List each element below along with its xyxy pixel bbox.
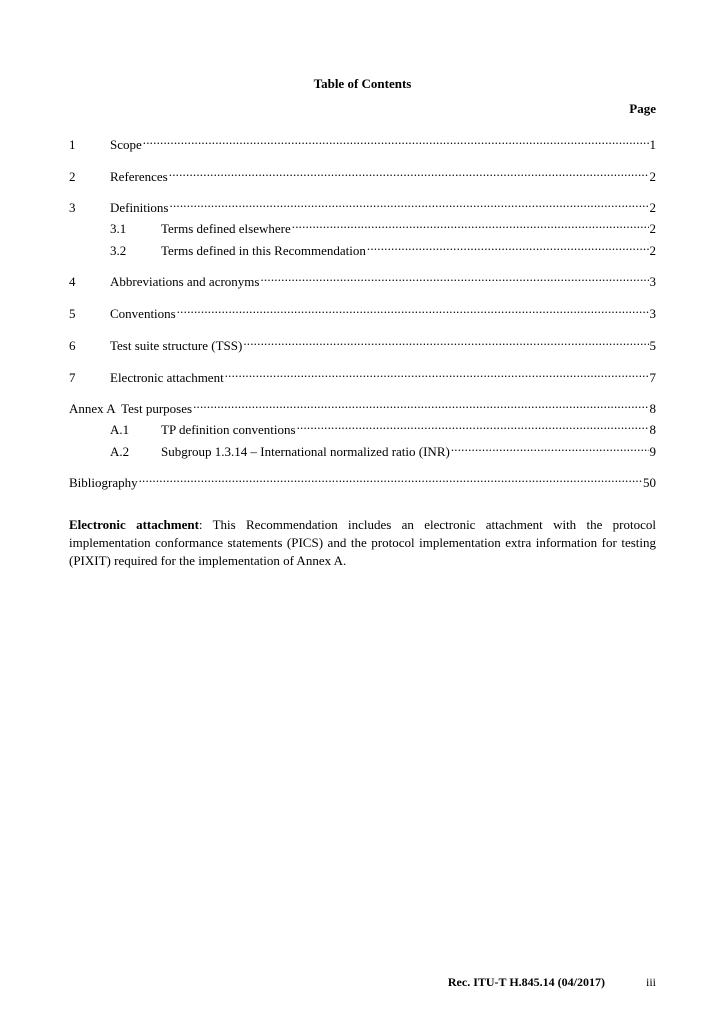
toc-entry-page: 50 xyxy=(643,475,656,490)
toc-entry-label: Scope xyxy=(110,137,142,152)
toc-entry-number: 6 xyxy=(69,338,76,353)
dot-leader xyxy=(292,215,649,233)
toc-subentry[interactable] xyxy=(110,215,656,236)
dot-leader xyxy=(170,194,649,212)
toc-entry-label: Terms defined in this Recommendation xyxy=(161,243,366,258)
dot-leader xyxy=(193,395,648,413)
toc-entry[interactable] xyxy=(69,163,656,184)
toc-entry-page: 3 xyxy=(649,274,656,289)
page-column-header: Page xyxy=(629,101,656,116)
dot-leader xyxy=(139,469,642,487)
toc-entry-label: Conventions xyxy=(110,306,176,321)
footer-page-number: iii xyxy=(645,975,656,989)
toc-entry[interactable] xyxy=(69,194,656,215)
toc-entry-annex[interactable] xyxy=(69,395,656,416)
toc-entry-page: 3 xyxy=(649,306,656,321)
toc-entry-label: Subgroup 1.3.14 – International normalized ratio (INR) xyxy=(161,444,450,459)
toc-entry-page: 2 xyxy=(649,169,656,184)
toc-entry-number: 3.2 xyxy=(110,243,127,258)
footer-recommendation: Rec. ITU-T H.845.14 (04/2017) xyxy=(447,975,605,989)
toc-entry-page: 1 xyxy=(649,137,656,152)
electronic-attachment-note xyxy=(69,516,656,570)
toc-entry[interactable] xyxy=(69,131,656,152)
toc-entry-label: Abbreviations and acronyms xyxy=(110,274,260,289)
toc-entry[interactable] xyxy=(69,332,656,353)
toc-entry-number: 5 xyxy=(69,306,76,321)
dot-leader xyxy=(143,131,649,149)
toc-title: Table of Contents xyxy=(313,76,412,91)
toc-entry-page: 8 xyxy=(649,422,656,437)
toc-entry-label: Test suite structure (TSS) xyxy=(110,338,243,353)
toc-entry-label: Definitions xyxy=(110,200,169,215)
dot-leader xyxy=(367,237,649,255)
dot-leader xyxy=(243,332,648,350)
toc-entry-page: 2 xyxy=(649,221,656,236)
dot-leader xyxy=(169,163,649,181)
toc-entry-label: Electronic attachment xyxy=(110,370,224,385)
toc-entry-page: 5 xyxy=(649,338,656,353)
dot-leader xyxy=(451,438,649,456)
toc-entry-number: 3.1 xyxy=(110,221,127,236)
toc-entry-page: 2 xyxy=(649,200,656,215)
toc-entry-number: 7 xyxy=(69,370,76,385)
toc-subentry[interactable] xyxy=(110,237,656,258)
toc-entry-number: 4 xyxy=(69,274,76,289)
toc-subentry[interactable] xyxy=(110,438,656,459)
dot-leader xyxy=(297,416,649,434)
toc-entry-label: Annex A Test purposes xyxy=(69,401,193,416)
toc-entry-number: A.2 xyxy=(110,444,130,459)
toc-entry-bibliography[interactable] xyxy=(69,469,656,490)
toc-entry-number: 3 xyxy=(69,200,76,215)
toc-entry-page: 2 xyxy=(649,243,656,258)
dot-leader xyxy=(177,300,649,318)
toc-entry-number: A.1 xyxy=(110,422,130,437)
toc-entry-label: TP definition conventions xyxy=(161,422,296,437)
toc-entry[interactable] xyxy=(69,300,656,321)
toc-entry[interactable] xyxy=(69,364,656,385)
toc-subentry[interactable] xyxy=(110,416,656,437)
note-text: : This Recommendation includes an electronic attachment with the protocol implementation conformance statements (PICS) and the protocol implementation extra information for testing (PIXIT) required for the implementation of Annex A. xyxy=(69,517,656,568)
toc-entry-label: Bibliography xyxy=(69,475,138,490)
note-bold-lead: Electronic attachment xyxy=(69,517,199,532)
toc-entry-number: 2 xyxy=(69,169,76,184)
dot-leader xyxy=(225,364,649,382)
toc-entry[interactable] xyxy=(69,268,656,289)
toc-entry-page: 9 xyxy=(649,444,656,459)
toc-entry-label: References xyxy=(110,169,168,184)
toc-entry-label: Terms defined elsewhere xyxy=(161,221,291,236)
dot-leader xyxy=(260,268,648,286)
toc-entry-number: 1 xyxy=(69,137,76,152)
toc-entry-page: 8 xyxy=(649,401,656,416)
toc-entry-page: 7 xyxy=(649,370,656,385)
